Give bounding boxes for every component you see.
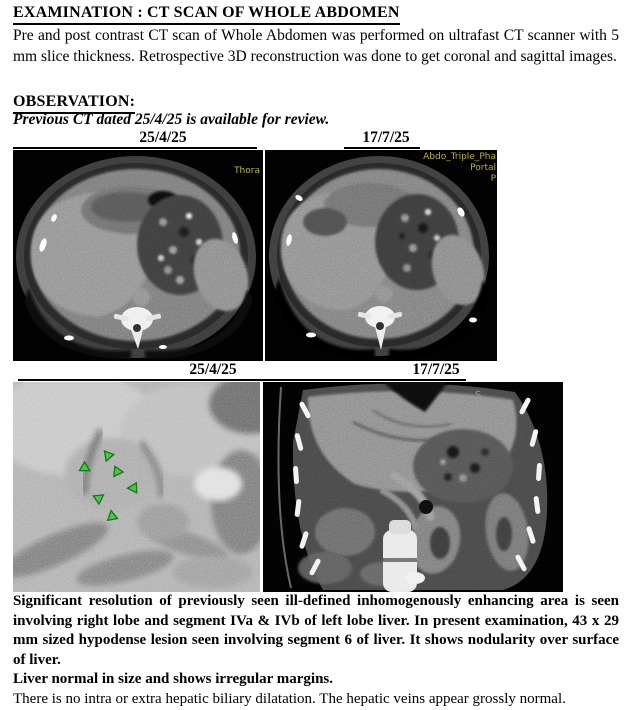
scanner-protocol-label: Abdo_Triple_Pha [423, 152, 496, 162]
ct-axial-previous-image [13, 150, 263, 361]
findings-biliary: There is no intra or extra hepatic biliary dilatation. The hepatic veins appear grossly normal. [13, 690, 566, 707]
observation-heading-text: OBSERVATION: [13, 93, 135, 114]
examination-heading [13, 4, 400, 25]
findings-section [13, 592, 619, 709]
examination-body: Pre and post contrast CT scan of Whole Abdomen was performed on ultrafast CT scanner with 5 mm slice thickness. Retrospective 3D reconstruction was done to get coronal and sagittal images. [13, 27, 619, 65]
coronal-image-row [13, 382, 563, 592]
ct-axial-current-image [265, 150, 497, 361]
findings-main: Significant resolution of previously seen ill-defined inhomogenously enhancing area is seen involving right lobe and segment IVa & IVb of left lobe liver. In present examination, 43 x 29 mm sized hypodense lesion seen involving segment 6 of liver. It shows nodularity over surface of liver. [13, 593, 619, 668]
ct-axial-previous-svg [13, 150, 263, 361]
examination-heading-text: EXAMINATION : CT SCAN OF WHOLE ABDOMEN [13, 4, 400, 25]
scanner-overlay-text: Thora [234, 166, 260, 176]
orientation-marker: S [475, 390, 482, 401]
row1-left-date: 25/4/25 [139, 129, 187, 146]
ct-coronal-current-svg [263, 382, 563, 592]
scanner-overlay-text [423, 152, 496, 185]
axial-image-row [13, 150, 497, 361]
scanner-phase-label-clipped: P [490, 174, 496, 184]
findings-liver: Liver normal in size and shows irregular margins. [13, 671, 334, 687]
scanner-phase-label: Portal [470, 163, 496, 173]
row2-left-date: 25/4/25 [189, 361, 237, 378]
ct-coronal-current-image [263, 382, 563, 592]
row2-right-date: 17/7/25 [412, 361, 460, 378]
row1-right-date: 17/7/25 [362, 129, 410, 146]
observation-note: Previous CT dated 25/4/25 is available for review. [13, 111, 330, 128]
ct-coronal-previous-image [13, 382, 260, 592]
ct-coronal-previous-svg [13, 382, 260, 592]
